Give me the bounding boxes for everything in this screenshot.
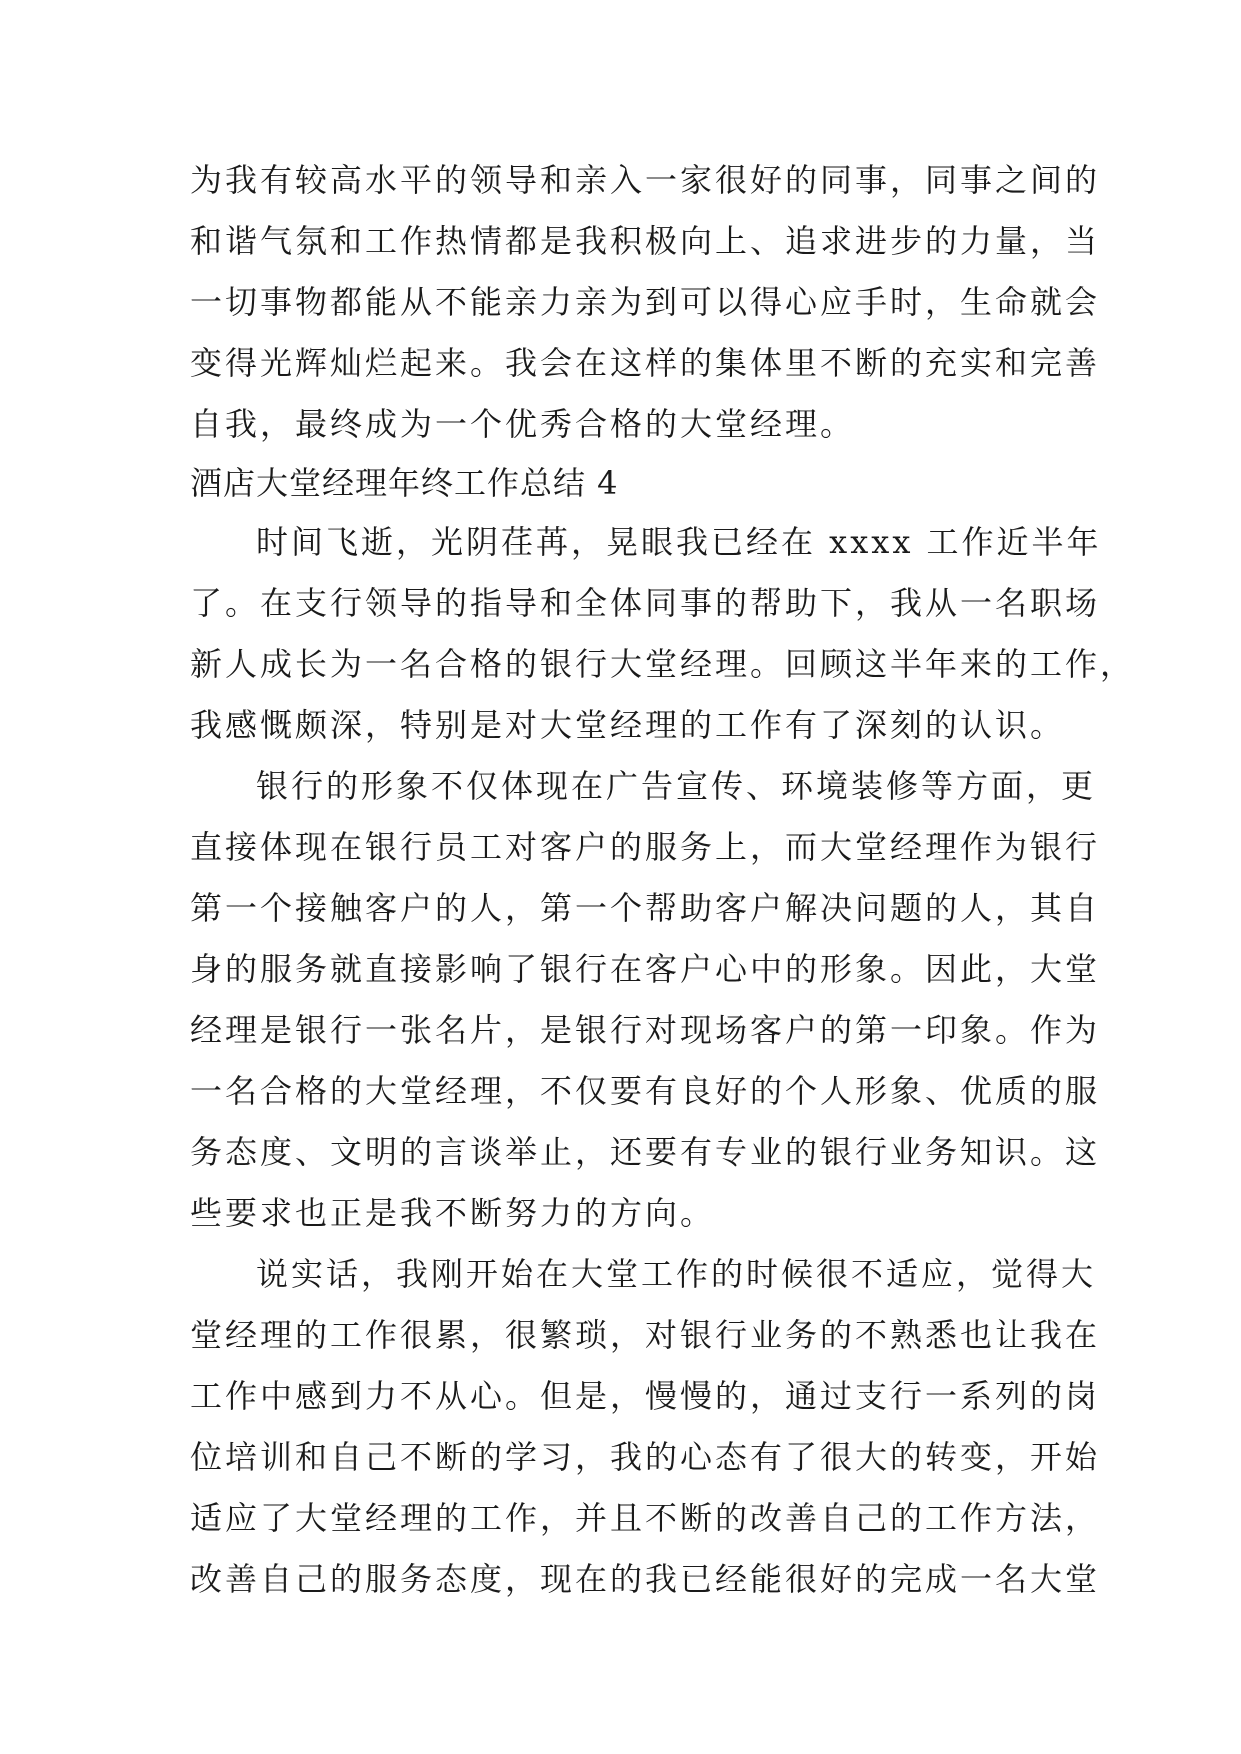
- text-line: 直接体现在银行员工对客户的服务上，而大堂经理作为银行: [190, 828, 1101, 866]
- text-line: 时间飞逝，光阴荏苒，晃眼我已经在 xxxx 工作近半年: [256, 523, 1102, 561]
- text-line: 自我，最终成为一个优秀合格的大堂经理。: [190, 405, 856, 443]
- text-line: 一名合格的大堂经理，不仅要有良好的个人形象、优质的服: [190, 1072, 1101, 1110]
- text-line: 新人成长为一名合格的银行大堂经理。回顾这半年来的工作，: [190, 645, 1136, 683]
- paragraph-1: [190, 512, 1136, 756]
- text-line: 务态度、文明的言谈举止，还要有专业的银行业务知识。这: [190, 1133, 1101, 1171]
- text-line: 位培训和自己不断的学习，我的心态有了很大的转变，开始: [190, 1438, 1101, 1476]
- paragraph-2: [190, 756, 1101, 1244]
- text-line: 身的服务就直接影响了银行在客户心中的形象。因此，大堂: [190, 950, 1101, 988]
- text-line: 我感慨颇深，特别是对大堂经理的工作有了深刻的认识。: [190, 706, 1066, 744]
- paragraph-3: [190, 1244, 1101, 1610]
- text-line: 改善自己的服务态度，现在的我已经能很好的完成一名大堂: [190, 1560, 1101, 1598]
- text-line: 了。在支行领导的指导和全体同事的帮助下，我从一名职场: [190, 584, 1101, 622]
- intro-paragraph: [190, 150, 1101, 455]
- section-heading: 酒店大堂经理年终工作总结 4: [190, 464, 619, 502]
- text-line: 堂经理的工作很累，很繁琐，对银行业务的不熟悉也让我在: [190, 1316, 1101, 1354]
- text-line: 经理是银行一张名片，是银行对现场客户的第一印象。作为: [190, 1011, 1101, 1049]
- text-line: 一切事物都能从不能亲力亲为到可以得心应手时，生命就会: [190, 283, 1101, 321]
- text-line: 银行的形象不仅体现在广告宣传、环境装修等方面，更: [256, 767, 1097, 805]
- text-line: 第一个接触客户的人，第一个帮助客户解决问题的人，其自: [190, 889, 1101, 927]
- text-line: 些要求也正是我不断努力的方向。: [190, 1194, 716, 1232]
- document-body: [190, 150, 1136, 1610]
- text-line: 为我有较高水平的领导和亲入一家很好的同事，同事之间的: [190, 161, 1101, 199]
- text-line: 说实话，我刚开始在大堂工作的时候很不适应，觉得大: [256, 1255, 1097, 1293]
- text-line: 适应了大堂经理的工作，并且不断的改善自己的工作方法，: [190, 1499, 1101, 1537]
- text-line: 工作中感到力不从心。但是，慢慢的，通过支行一系列的岗: [190, 1377, 1101, 1415]
- text-line: 和谐气氛和工作热情都是我积极向上、追求进步的力量，当: [190, 222, 1101, 260]
- text-line: 变得光辉灿烂起来。我会在这样的集体里不断的充实和完善: [190, 344, 1101, 382]
